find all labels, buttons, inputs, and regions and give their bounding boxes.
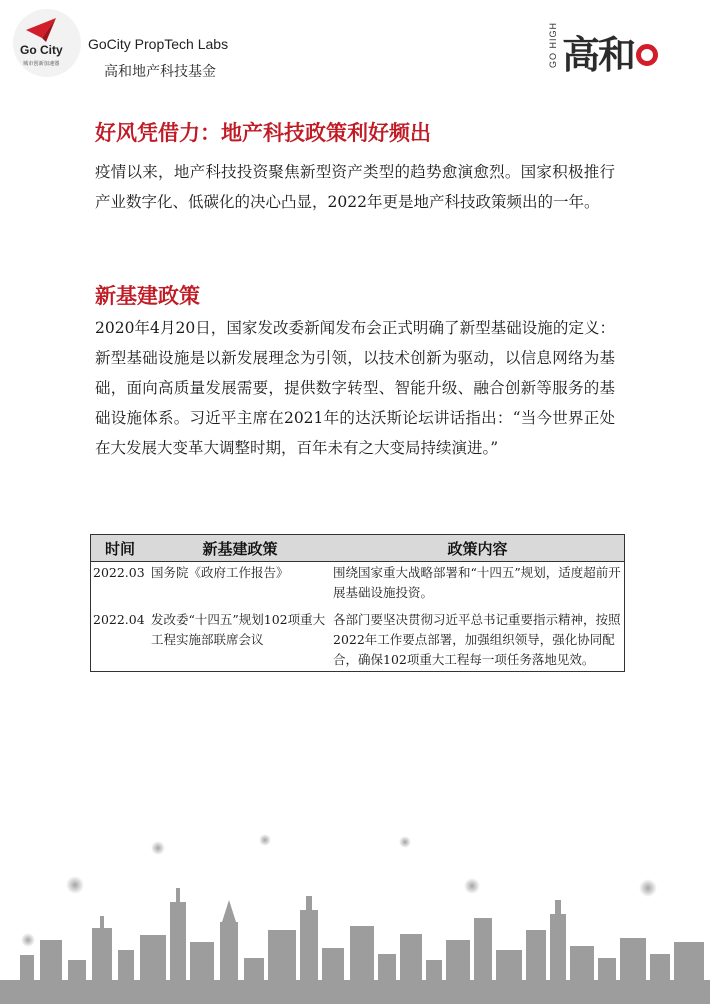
logo-left-text: Go City — [20, 43, 63, 57]
logo-left-subtext: 城市创新加速器 — [23, 61, 60, 67]
header-content: 政策内容 — [331, 535, 625, 562]
logo-right-text: 高和 — [562, 33, 635, 77]
policy-table — [90, 534, 625, 672]
section1-title: 好风凭借力：地产科技政策利好频出 — [95, 121, 431, 145]
row-policy: 发改委“十四五”规划102项重大工程实施部联席会议 — [151, 612, 326, 647]
section2-title: 新基建政策 — [95, 284, 200, 308]
header-date: 时间 — [91, 535, 150, 562]
section1-paragraph: 疫情以来，地产科技投资聚焦新型资产类型的趋势愈演愈烈。国家积极推行产业数字化、低碳化的决心凸显，2022年更是地产科技政策频出的一年。 — [95, 163, 615, 211]
row-date: 2022.04 — [93, 612, 145, 627]
table-header-row — [91, 535, 625, 562]
table-row — [91, 606, 625, 672]
row-date: 2022.03 — [93, 565, 145, 580]
city-skyline-illustration — [0, 830, 710, 1004]
brand-chinese: 高和地产科技基金 — [104, 64, 216, 80]
page-header — [0, 0, 710, 95]
brand-english: GoCity PropTech Labs — [88, 36, 229, 52]
table-row — [91, 562, 625, 607]
section2-paragraph: 2020年4月20日，国家发改委新闻发布会正式明确了新型基础设施的定义：新型基础设施是以新发展理念为引领，以技术创新为驱动，以信息网络为基础，面向高质量发展需要，提供数字转型、智能升级、融合创新等服务的基础设施体系。习近平主席在2021年的达沃斯论坛讲话指出：“当今世界正处在大发展大变革大调整时期，百年未有之大变局持续演进。” — [95, 319, 615, 457]
gocity-logo — [12, 8, 82, 78]
row-content: 各部门要坚决贯彻习近平总书记重要指示精神，按照2022年工作要点部署，加强组织领导，强化协同配合，确保102项重大工程每一项任务落地见效。 — [333, 612, 621, 667]
gohigh-logo — [548, 22, 668, 80]
row-content: 围绕国家重大战略部署和“十四五”规划，适度超前开展基础设施投资。 — [333, 565, 621, 600]
logo-red-ring-icon — [636, 44, 658, 66]
logo-right-vertical: GO HIGH — [548, 21, 559, 69]
row-policy: 国务院《政府工作报告》 — [151, 565, 289, 580]
header-policy: 新基建政策 — [149, 535, 331, 562]
